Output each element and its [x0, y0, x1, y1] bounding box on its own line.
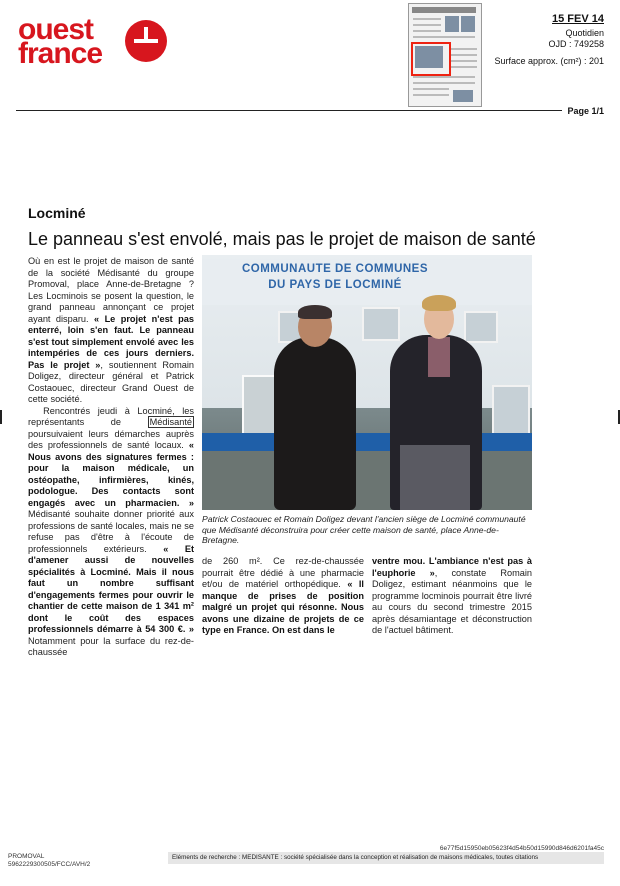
footer-code: 5962229300505/FCC/AVH/2: [8, 861, 91, 868]
footer-source: [8, 853, 90, 869]
col2-text: de 260 m². Ce rez-de-chaussée pourrait être dédié à une pharmacie et/ou de matériel orthopédique.: [202, 556, 364, 589]
photo-sign-line2: DU PAYS DE LOCMINÉ: [268, 279, 402, 291]
ojd-count: OJD : 749258: [548, 39, 604, 49]
page-number: Page 1/1: [567, 106, 604, 116]
col1-p3-bold: « Et d'amener aussi de nouvelles spécialités à Locminé. Mais il nous faut un nombre suffisant d'engagements fermes pour ouvrir le chantier de cette maison de 1 341 m² dont le coût des espaces professionnels démarre à 54 300 €. »: [28, 543, 195, 634]
logo-line2: france: [18, 37, 103, 70]
article-headline: Le panneau s'est envolé, mais pas le projet de maison de santé: [28, 229, 536, 249]
surface-area: Surface approx. (cm²) : 201: [494, 56, 604, 66]
footer-client: PROMOVAL: [8, 853, 45, 860]
publication-date: 15 FEV 14: [552, 13, 604, 25]
col1-p1: Où en est le projet de maison de santé de la société Médisanté du groupe Promoval, place Anne-de-Bretagne ? Les Locminois se posent la question, le grand panneau annonçant ce projet ayant disparu.: [28, 256, 194, 324]
col1-p1-bold: « Le projet n'est pas enterré, loin s'en faut. Le panneau s'est tout simplement envolé avec les intempéries de ces jours derniers. Pas le projet »: [28, 313, 194, 370]
document-hash: 6e77f5d15950eb05623f4d54b50d15990d846d6201fa45c: [439, 845, 604, 852]
left-edge-mark: [0, 410, 2, 424]
article-column-1: [28, 256, 194, 659]
article-column-2: [202, 556, 364, 637]
col1-p2-mid: poursuivaient leurs démarches auprès des professionnels de santé locaux.: [28, 428, 194, 450]
publication-frequency: Quotidien: [565, 28, 604, 38]
header-rule: [16, 110, 562, 111]
photo-caption: Patrick Costaouec et Romain Doligez devant l'ancien siège de Locminé communauté que Médisanté déconstruira pour créer cette maison de santé, place Anne-de-Bretagne.: [202, 514, 526, 545]
thumbnail-highlight: [411, 42, 451, 76]
page-thumbnail: [408, 3, 482, 107]
col1-p2-bold: « Nous avons des signatures fermes : pour la maison médicale, un ostéopathe, infirmières, kinés, podologue. Des contacts sont engagés avec un pharmacien. »: [28, 440, 194, 508]
article-column-3: [372, 556, 532, 637]
col1-p2-start: Rencontrés jeudi à Locminé, les représentants de: [28, 405, 194, 427]
col3-bold: ventre mou. L'ambiance n'est pas à l'euphorie »: [372, 556, 532, 578]
col1-p3-end: Notamment pour la surface du rez-de-chaussée: [28, 635, 194, 657]
highlighted-keyword: Médisanté: [149, 417, 192, 427]
section-title: Locminé: [28, 205, 86, 221]
photo-sign-line1: COMMUNAUTE DE COMMUNES: [241, 263, 429, 275]
col3-text: , constate Romain Doligez, estimant néanmoins que le programme locminois pourrait être livré au cours du second trimestre 2015 après désamiantage et déconstruction de l'actuel bâtiment.: [372, 567, 532, 635]
search-elements-bar: Eléments de recherche : MEDISANTE : société spécialisée dans la conception et réalisation de maisons médicales, toutes citations: [168, 852, 604, 864]
ouest-france-logo: [18, 13, 128, 70]
logo-emblem-icon: [125, 20, 167, 62]
col2-bold: « Il manque de prises de position malgré un projet qui résonne. Nous avons une dizaine de projets de ce type en France. On est dans le: [202, 579, 364, 635]
col1-p2-end: Médisanté souhaite donner priorité aux professions de santé locales, mais ne se refuse pas d'être à l'écoute de professionnels extérieurs.: [28, 509, 194, 554]
article-photo: [202, 255, 532, 510]
logo-line1: ouest: [18, 13, 94, 46]
col1-p1-end: , soutiennent Romain Doligez, directeur général et Patrick Costaouec, directeur Grand Ouest de cette société.: [28, 359, 194, 404]
